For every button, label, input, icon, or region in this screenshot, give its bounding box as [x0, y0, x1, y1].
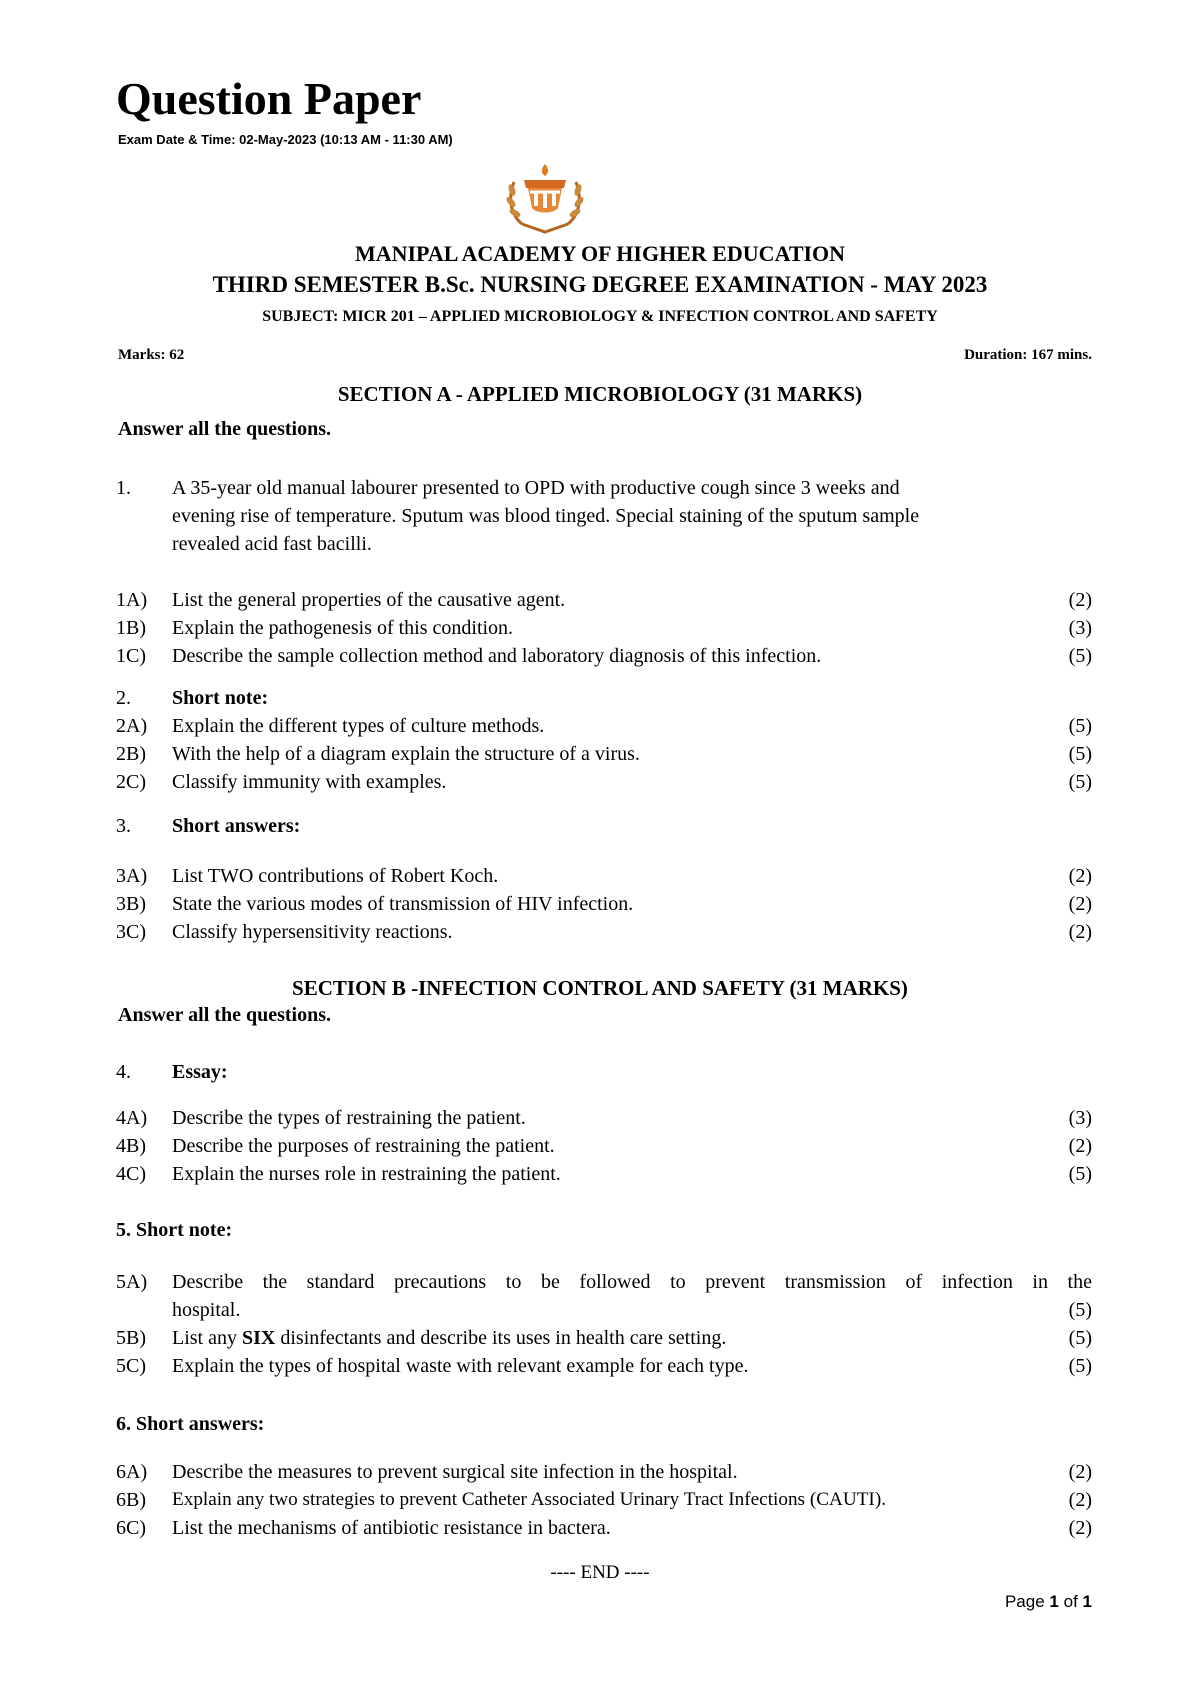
question-heading: Essay:	[172, 1061, 228, 1083]
page-total: 1	[1082, 1592, 1092, 1611]
total-marks: Marks: 62	[118, 347, 185, 363]
exam-name: THIRD SEMESTER B.Sc. NURSING DEGREE EXAMINATION - MAY 2023	[212, 272, 988, 297]
section-a-title: SECTION A - APPLIED MICROBIOLOGY (31 MARKS)	[337, 382, 863, 406]
duration: Duration: 167 mins.	[964, 347, 1092, 363]
question-marks: (5)	[1068, 1299, 1092, 1321]
question-number: 1.	[116, 477, 131, 499]
question-number: 1B)	[116, 617, 146, 639]
section-a-instruction: Answer all the questions.	[118, 418, 331, 440]
question-number: 5A)	[116, 1271, 148, 1293]
question-number: 6C)	[116, 1517, 146, 1539]
question-number: 6A)	[116, 1461, 148, 1483]
question-5a	[116, 1268, 1092, 1324]
question-text: List TWO contributions of Robert Koch.	[172, 865, 499, 887]
question-text: With the help of a diagram explain the structure of a virus.	[172, 743, 640, 765]
question-number: 1A)	[116, 589, 148, 611]
question-text: Describe the purposes of restraining the patient.	[172, 1135, 555, 1157]
question-1	[116, 474, 1092, 558]
institution-name: MANIPAL ACADEMY OF HIGHER EDUCATION	[354, 241, 846, 266]
emphasis-text: SIX	[242, 1327, 276, 1349]
question-text: Classify immunity with examples.	[172, 771, 447, 793]
question-number: 3A)	[116, 865, 148, 887]
question-marks: (2)	[1068, 589, 1092, 611]
question-number: 5C)	[116, 1355, 146, 1377]
question-text: State the various modes of transmission of HIV infection.	[172, 893, 634, 915]
question-text: List the general properties of the causative agent.	[172, 589, 566, 611]
question-text	[172, 1324, 1092, 1352]
question-number: 4A)	[116, 1107, 148, 1129]
question-text: Explain the nurses role in restraining the patient.	[172, 1163, 561, 1185]
question-number: 2.	[116, 687, 131, 709]
question-number: 2A)	[116, 715, 148, 737]
end-marker: ---- END ----	[550, 1562, 650, 1583]
question-marks: (5)	[1068, 1163, 1092, 1185]
university-emblem-icon	[500, 162, 590, 234]
question-text: Describe the measures to prevent surgical site infection in the hospital.	[172, 1461, 738, 1483]
question-text: Explain the different types of culture methods.	[172, 715, 545, 737]
question-text: Explain the types of hospital waste with relevant example for each type.	[172, 1355, 749, 1377]
text-segment: List any	[172, 1327, 242, 1349]
stem-line: evening rise of temperature. Sputum was blood tinged. Special staining of the sputum sample	[172, 505, 920, 527]
question-heading: Short answers:	[172, 815, 301, 837]
question-text: Explain any two strategies to prevent Catheter Associated Urinary Tract Infections (CAUTI).	[172, 1489, 887, 1510]
question-marks: (2)	[1068, 893, 1092, 915]
question-marks: (2)	[1068, 1489, 1092, 1511]
question-heading: Short note:	[172, 687, 269, 709]
question-text: Describe the sample collection method and laboratory diagnosis of this infection.	[172, 645, 822, 667]
question-marks: (3)	[1068, 1107, 1092, 1129]
section-b-instruction: Answer all the questions.	[118, 1004, 331, 1026]
question-text: Classify hypersensitivity reactions.	[172, 921, 453, 943]
question-number: 3.	[116, 815, 131, 837]
question-text: Describe the types of restraining the patient.	[172, 1107, 526, 1129]
question-marks: (2)	[1068, 865, 1092, 887]
text-segment: disinfectants and describe its uses in health care setting.	[275, 1327, 727, 1349]
page-number	[1005, 1592, 1092, 1612]
document-title: Question Paper	[116, 73, 422, 124]
question-marks: (2)	[1068, 1461, 1092, 1483]
question-number: 1C)	[116, 645, 146, 667]
question-heading: 6. Short answers:	[116, 1413, 265, 1435]
page-of-label: of	[1063, 1592, 1078, 1611]
question-number: 6B)	[116, 1489, 146, 1511]
question-heading: 5. Short note:	[116, 1219, 233, 1241]
page-current: 1	[1049, 1592, 1059, 1611]
section-b-title: SECTION B -INFECTION CONTROL AND SAFETY (31 MARKS)	[292, 976, 908, 1000]
question-number: 2C)	[116, 771, 146, 793]
subject-line: SUBJECT: MICR 201 – APPLIED MICROBIOLOGY & INFECTION CONTROL AND SAFETY	[262, 308, 938, 325]
question-1-stem	[172, 474, 1092, 558]
question-number: 3C)	[116, 921, 146, 943]
stem-line: revealed acid fast bacilli.	[172, 533, 372, 555]
question-marks: (5)	[1068, 1355, 1092, 1377]
exam-date-time: Exam Date & Time: 02-May-2023 (10:13 AM - 11:30 AM)	[118, 132, 453, 147]
question-marks: (5)	[1068, 1327, 1092, 1349]
question-number: 2B)	[116, 743, 146, 765]
stem-line: A 35-year old manual labourer presented to OPD with productive cough since 3 weeks and	[172, 477, 900, 499]
page-label: Page	[1004, 1592, 1045, 1611]
question-number: 4C)	[116, 1163, 146, 1185]
question-marks: (5)	[1068, 743, 1092, 765]
question-number: 4.	[116, 1061, 131, 1083]
question-text: List the mechanisms of antibiotic resistance in bactera.	[172, 1517, 611, 1539]
question-marks: (5)	[1068, 645, 1092, 667]
question-marks: (5)	[1068, 771, 1092, 793]
question-number: 4B)	[116, 1135, 146, 1157]
question-marks: (2)	[1068, 1135, 1092, 1157]
question-marks: (2)	[1068, 1517, 1092, 1539]
question-marks: (2)	[1068, 921, 1092, 943]
question-marks: (5)	[1068, 715, 1092, 737]
question-number: 3B)	[116, 893, 146, 915]
question-text: Describe the standard precautions to be followed to prevent transmission of infection in the	[172, 1271, 1092, 1293]
question-marks: (3)	[1068, 617, 1092, 639]
question-text-continued: hospital.	[172, 1299, 241, 1321]
question-text: Explain the pathogenesis of this condition.	[172, 617, 514, 639]
question-number: 5B)	[116, 1327, 146, 1349]
